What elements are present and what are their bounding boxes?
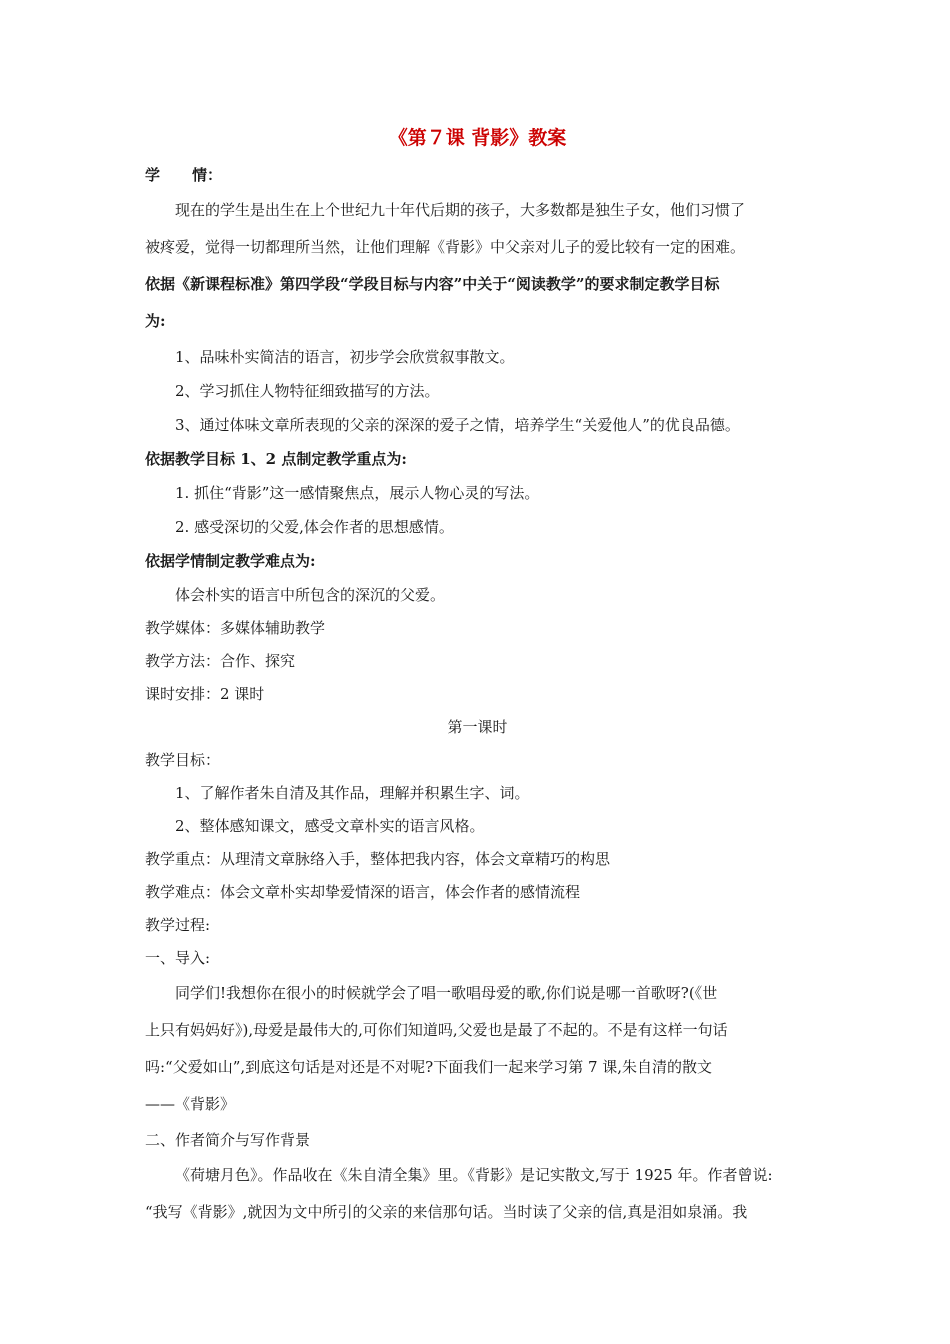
xueqing-label — [145, 158, 810, 192]
basis-goal-heading-line-2: 为: — [145, 312, 166, 330]
lesson1-goals-label: 教学目标： — [145, 751, 221, 769]
key-point-1: 1. 抓住“背影”这一感情聚焦点，展示人物心灵的写法。 — [175, 484, 540, 502]
goal-item-3: 3、通过体味文章所表现的父亲的深深的爱子之情，培养学生“关爱他人”的优良品德。 — [175, 416, 740, 434]
xueqing-paragraph-line-1: 现在的学生是出生在上个世纪九十年代后期的孩子，大多数都是独生子女，他们习惯了 — [175, 201, 746, 219]
xueqing-label-b: 情： — [192, 166, 223, 184]
intro-line-1: 同学们!我想你在很小的时候就学会了唱一歌唱母爱的歌,你们说是哪一首歌呀?(《世 — [175, 984, 718, 1002]
teaching-method: 教学方法：合作、探究 — [145, 652, 296, 670]
lesson-schedule: 课时安排：2 课时 — [145, 685, 265, 703]
process-label: 教学过程: — [145, 916, 211, 934]
basis-key-heading: 依据教学目标 1、2 点制定教学重点为: — [145, 450, 407, 468]
section1-title: 一、导入: — [145, 949, 211, 967]
lesson1-goal-1: 1、了解作者朱自清及其作品，理解并积累生字、词。 — [175, 784, 530, 802]
xueqing-label-a: 学 — [145, 166, 161, 184]
key-point-2: 2. 感受深切的父爱,体会作者的思想感情。 — [175, 518, 454, 536]
lesson1-key-point: 教学重点：从理清文章脉络入手，整体把我内容，体会文章精巧的构思 — [145, 850, 611, 868]
intro-line-4: ——《背影》 — [145, 1095, 236, 1113]
lesson1-difficulty: 教学难点：体会文章朴实却挚爱情深的语言，体会作者的感情流程 — [145, 883, 581, 901]
document-body — [145, 118, 810, 1231]
author-line-1: 《荷塘月色》。作品收在《朱自清全集》里。《背影》是记实散文,写于 1925 年。作者曾说: — [175, 1166, 773, 1184]
lesson1-goal-2: 2、整体感知课文，感受文章朴实的语言风格。 — [175, 817, 485, 835]
intro-line-2: 上只有妈妈好》),母爱是最伟大的,可你们知道吗,父爱也是最了不起的。不是有这样一句话 — [145, 1021, 728, 1039]
goal-item-2: 2、学习抓住人物特征细致描写的方法。 — [175, 382, 440, 400]
intro-line-3: 吗:“父爱如山”,到底这句话是对还是不对呢?下面我们一起来学习第 7 课,朱自清的散文 — [145, 1058, 713, 1076]
document-title: 《第７课 背影》教案 — [388, 127, 567, 149]
xueqing-paragraph-line-2: 被疼爱，觉得一切都理所当然，让他们理解《背影》中父亲对儿子的爱比较有一定的困难。 — [145, 238, 746, 256]
author-line-2: “我写《背影》,就因为文中所引的父亲的来信那句话。当时读了父亲的信,真是泪如泉涌。我 — [145, 1203, 748, 1221]
section2-title: 二、作者简介与写作背景 — [145, 1131, 311, 1149]
lesson1-heading: 第一课时 — [447, 718, 508, 736]
goal-item-1: 1、品味朴实简洁的语言，初步学会欣赏叙事散文。 — [175, 348, 515, 366]
teaching-media: 教学媒体：多媒体辅助教学 — [145, 619, 326, 637]
basis-goal-heading-line-1: 依据《新课程标准》第四学段“学段目标与内容”中关于“阅读教学”的要求制定教学目标 — [145, 275, 720, 293]
basis-difficulty-heading: 依据学情制定教学难点为: — [145, 552, 316, 570]
difficulty-text: 体会朴实的语言中所包含的深沉的父爱。 — [175, 586, 446, 604]
